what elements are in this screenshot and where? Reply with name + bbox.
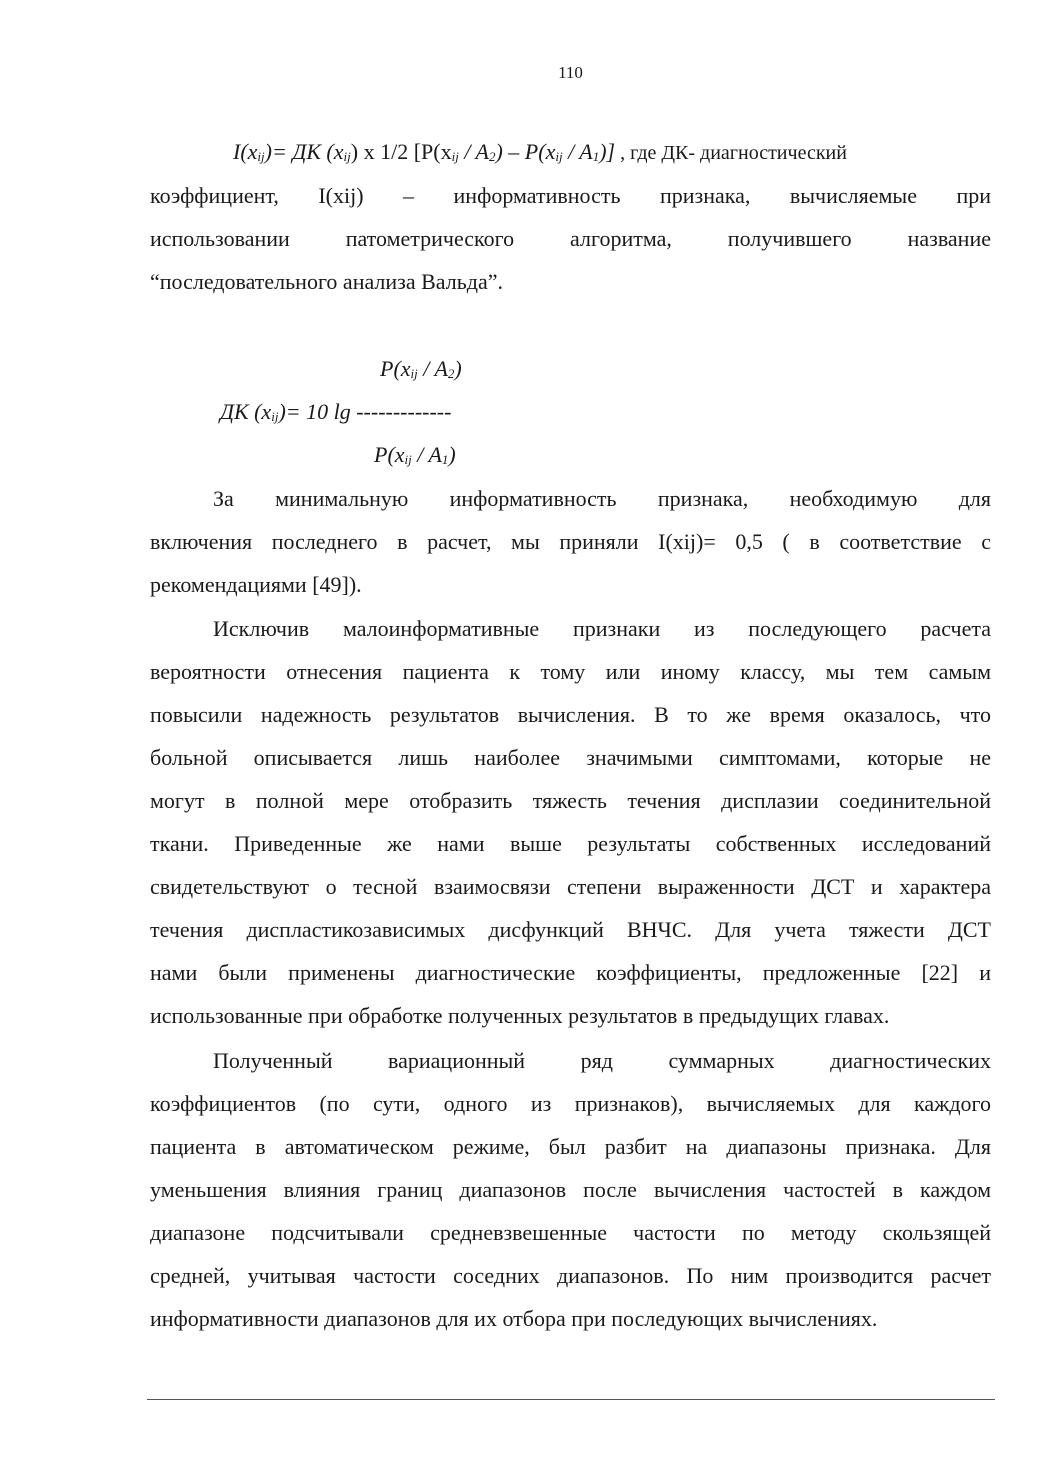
footer-rule (147, 1399, 995, 1400)
text-line: За минимальную информативность признака, необходимую для (213, 486, 991, 511)
formula-dk-line: ДК $(x_{ij})= 10$ lg ------------- (220, 399, 452, 424)
text-line: коэффициент, I(xij) – информативность признака, вычисляемые при (150, 183, 991, 208)
page-number: 110 (558, 63, 583, 82)
text-line: больной описывается лишь наиболее значимыми симптомами, которые не (150, 745, 991, 770)
text-line: средней, учитывая частости соседних диапазонов. По ним производится расчет (150, 1263, 991, 1288)
text-line: повысили надежность результатов вычисления. В то же время оказалось, что (150, 702, 991, 727)
text-line: информативности диапазонов для их отбора при последующих вычислениях. (150, 1306, 878, 1331)
text-line: свидетельствуют о тесной взаимосвязи степени выраженности ДСТ и характера (150, 874, 991, 899)
text-line: коэффициентов (по сути, одного из признаков), вычисляемых для каждого (150, 1091, 991, 1116)
text-line: ткани. Приведенные же нами выше результаты собственных исследований (150, 831, 991, 856)
text-line: Полученный вариационный ряд суммарных диагностических (213, 1048, 991, 1073)
text-line: вероятности отнесения пациента к тому или иному классу, мы тем самым (150, 659, 991, 684)
text-line: “последовательного анализа Вальда”. (150, 269, 503, 294)
text-line: Исключив малоинформативные признаки из последующего расчета (213, 616, 991, 641)
text-line: могут в полной мере отобразить тяжесть течения дисплазии соединительной (150, 788, 991, 813)
text-line: течения диспластикозависимых дисфункций ВНЧС. Для учета тяжести ДСТ (150, 917, 991, 942)
formula-dk-denominator: $P(x_{ij} / A_1)$ (374, 442, 456, 467)
text-line: нами были применены диагностические коэффициенты, предложенные [22] и (150, 960, 991, 985)
text-line: рекомендациями [49]). (150, 572, 362, 597)
text-line: пациента в автоматическом режиме, был разбит на диапазоны признака. Для (150, 1134, 991, 1159)
text-line: использовании патометрического алгоритма, получившего название (150, 226, 991, 251)
text-line: включения последнего в расчет, мы приняли I(xij)= 0,5 ( в соответствие с (150, 529, 991, 554)
formula-information-line: $I(x_{ij})=$ ДК $(x_{ij})$ х 1/2 $[P(x_{ij} / A_2) - P(x_{ij} / A_1)]$ , где ДК- диагностический (233, 139, 847, 164)
text-line: использованные при обработке полученных результатов в предыдущих главах. (150, 1003, 890, 1028)
text-line: диапазоне подсчитывали средневзвешенные частости по методу скользящей (150, 1220, 991, 1245)
text-line: уменьшения влияния границ диапазонов после вычисления частостей в каждом (150, 1177, 991, 1202)
formula-dk-numerator: $P(x_{ij} / A_2)$ (380, 356, 462, 381)
